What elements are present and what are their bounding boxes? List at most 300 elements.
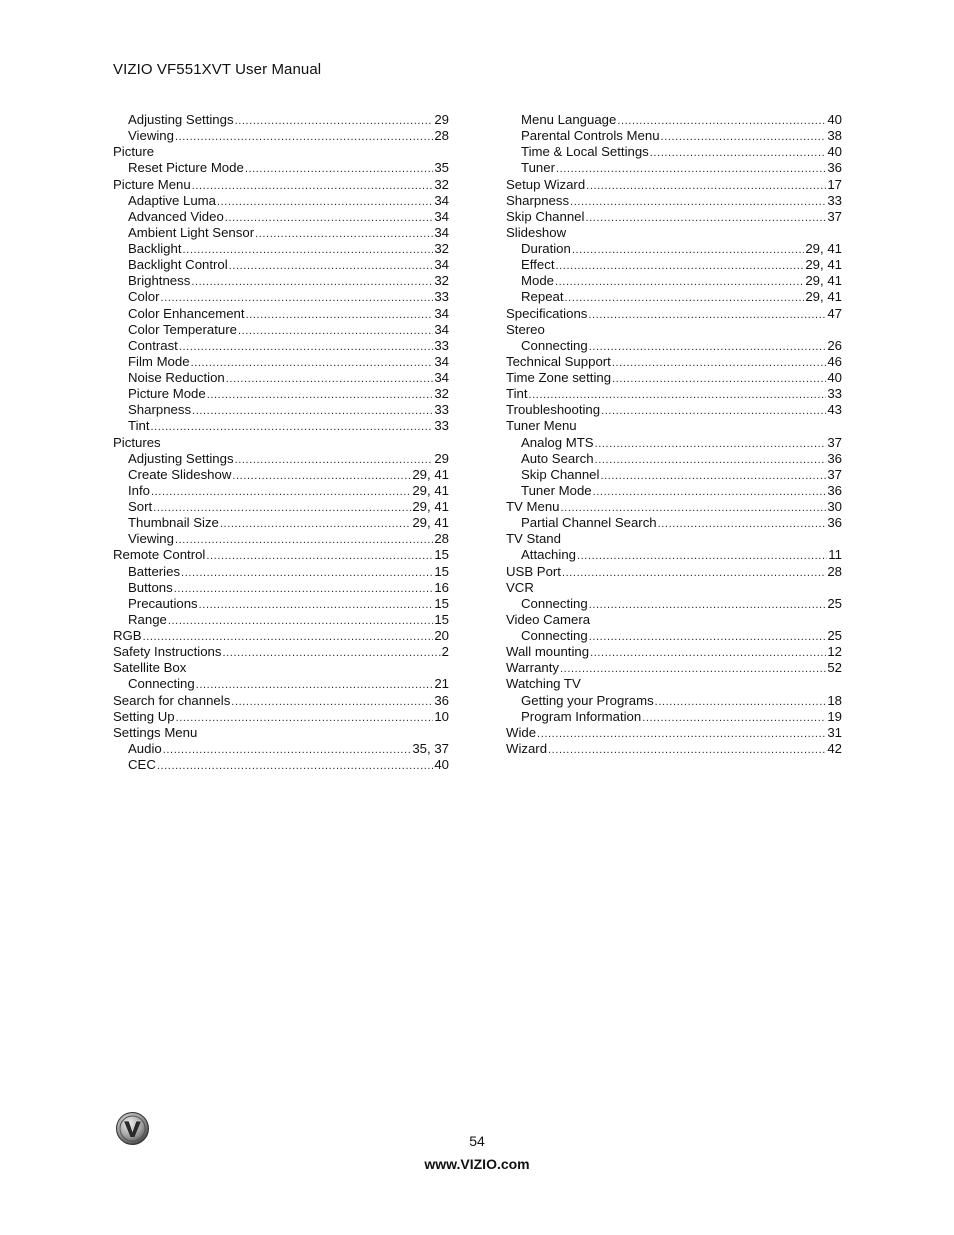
index-entry-label: Viewing xyxy=(128,128,174,144)
dot-leader xyxy=(220,516,411,532)
index-entry-page: 33 xyxy=(434,402,449,418)
dot-leader xyxy=(196,677,434,693)
index-entry-label: Buttons xyxy=(128,579,173,595)
page-number: 54 xyxy=(469,1133,485,1149)
index-entry xyxy=(113,725,449,741)
index-entry-page: 2 xyxy=(441,644,449,660)
index-entry-page: 17 xyxy=(827,176,842,192)
index-entry-label: Contrast xyxy=(128,337,178,353)
dot-leader xyxy=(181,565,433,581)
index-entry-label: Tuner xyxy=(521,160,555,176)
index-entry-page: 35, 37 xyxy=(412,740,449,756)
index-entry-label: Partial Channel Search xyxy=(521,515,657,531)
index-entry-label: Setup Wizard xyxy=(506,176,586,192)
index-entry-label: Parental Controls Menu xyxy=(521,128,660,144)
index-subentry xyxy=(113,386,449,402)
index-subentry xyxy=(113,128,449,144)
index-entry-label: Tint xyxy=(128,418,150,434)
index-subentry xyxy=(506,289,842,305)
dot-leader xyxy=(589,629,827,645)
index-entry-page: 42 xyxy=(827,740,842,756)
index-entry-page: 33 xyxy=(827,386,842,402)
dot-leader xyxy=(175,532,433,548)
index-subentry xyxy=(506,467,842,483)
index-entry-page: 20 xyxy=(434,628,449,643)
index-entry-label: Specifications xyxy=(506,305,588,321)
index-entry-page: 40 xyxy=(827,144,842,160)
dot-leader xyxy=(175,129,433,145)
dot-leader xyxy=(151,484,411,500)
index-entry-label: Video Camera xyxy=(506,611,591,627)
index-subentry xyxy=(113,370,449,386)
dot-leader xyxy=(207,387,434,403)
index-entry-label: Connecting xyxy=(521,628,588,643)
footer-url: www.VIZIO.com xyxy=(424,1156,530,1172)
index-entry-label: Safety Instructions xyxy=(113,644,222,660)
dot-leader xyxy=(562,565,826,581)
index-entry-label: Time Zone setting xyxy=(506,370,612,385)
index-entry-label: Wall mounting xyxy=(506,644,590,660)
index-entry-page: 25 xyxy=(827,595,842,611)
index-entry-page: 40 xyxy=(827,370,842,385)
index-entry-label: Menu Language xyxy=(521,112,617,127)
index-entry-label: Warranty xyxy=(506,660,560,676)
dot-leader xyxy=(601,403,826,419)
index-entry xyxy=(506,418,842,434)
index-entry-page: 11 xyxy=(828,547,842,563)
index-entry-page: 28 xyxy=(434,531,449,547)
index-entry-page: 34 xyxy=(434,370,449,385)
dot-leader xyxy=(192,178,434,194)
index-entry-label: Connecting xyxy=(521,595,588,611)
index-entry xyxy=(506,193,842,209)
index-entry-page: 29, 41 xyxy=(412,482,449,498)
index-entry-page: 34 xyxy=(434,353,449,369)
index-entry-label: Viewing xyxy=(128,531,174,547)
index-entry xyxy=(506,644,842,660)
index-entry-label: Search for channels xyxy=(113,692,231,708)
index-entry-page: 34 xyxy=(434,208,449,224)
dot-leader xyxy=(561,500,827,516)
index-entry-page: 18 xyxy=(827,692,842,708)
index-entry xyxy=(506,354,842,370)
index-entry-page: 29, 41 xyxy=(412,499,449,514)
index-subentry xyxy=(113,338,449,354)
index-entry-page: 12 xyxy=(827,644,842,660)
index-entry-page: 10 xyxy=(434,708,449,724)
index-subentry xyxy=(113,580,449,596)
dot-leader xyxy=(163,742,412,758)
index-entry xyxy=(506,660,842,676)
index-entry-label: Stereo xyxy=(506,321,545,337)
index-subentry xyxy=(113,354,449,370)
index-entry xyxy=(113,177,449,193)
dot-leader xyxy=(176,710,434,726)
index-entry-label: Wizard xyxy=(506,740,548,756)
index-entry-label: Mode xyxy=(521,273,554,289)
index-entry-label: Watching TV xyxy=(506,676,581,692)
index-entry-label: Skip Channel xyxy=(506,208,585,224)
index-entry-label: VCR xyxy=(506,579,534,595)
dot-leader xyxy=(588,307,826,323)
index-entry-label: Settings Menu xyxy=(113,724,198,740)
dot-leader xyxy=(206,548,433,564)
index-entry-label: Attaching xyxy=(521,547,576,563)
dot-leader xyxy=(191,355,434,371)
dot-leader xyxy=(174,581,434,597)
index-entry-label: Troubleshooting xyxy=(506,402,601,418)
index-entry-label: RGB xyxy=(113,628,142,643)
index-subentry xyxy=(113,741,449,757)
dot-leader xyxy=(191,274,433,290)
dot-leader xyxy=(255,226,433,242)
index-entry-page: 40 xyxy=(827,112,842,127)
index-entry xyxy=(113,693,449,709)
index-entry-page: 31 xyxy=(827,724,842,740)
index-entry-label: Ambient Light Sensor xyxy=(128,224,255,240)
index-entry-page: 36 xyxy=(827,482,842,498)
index-entry-page: 36 xyxy=(827,515,842,531)
index-entry xyxy=(506,386,842,402)
index-entry-page: 37 xyxy=(827,434,842,450)
index-entry xyxy=(113,144,449,160)
index-subentry xyxy=(506,515,842,531)
index-subentry xyxy=(113,515,449,531)
index-entry-label: Technical Support xyxy=(506,353,611,369)
index-entry-label: TV Menu xyxy=(506,499,560,514)
dot-leader xyxy=(231,694,433,710)
dot-leader xyxy=(217,194,433,210)
index-subentry xyxy=(113,402,449,418)
index-subentry xyxy=(506,257,842,273)
dot-leader xyxy=(245,161,434,177)
index-entry xyxy=(113,709,449,725)
index-entry-label: Connecting xyxy=(521,337,588,353)
index-subentry xyxy=(113,418,449,434)
index-entry-label: Brightness xyxy=(128,273,191,289)
index-subentry xyxy=(113,467,449,483)
index-entry-label: Adaptive Luma xyxy=(128,192,216,208)
index-subentry xyxy=(113,451,449,467)
index-column-right xyxy=(506,112,842,757)
dot-leader xyxy=(555,258,804,274)
index-entry-page: 47 xyxy=(827,305,842,321)
dot-leader xyxy=(548,742,826,758)
dot-leader xyxy=(589,339,827,355)
index-entry xyxy=(506,225,842,241)
index-entry-page: 29, 41 xyxy=(412,515,449,531)
index-subentry xyxy=(506,547,842,563)
index-entry-page: 33 xyxy=(434,337,449,353)
index-entry-label: Color xyxy=(128,289,160,305)
index-subentry xyxy=(506,241,842,257)
index-entry-label: Getting your Programs xyxy=(521,692,654,708)
index-subentry xyxy=(113,289,449,305)
dot-leader xyxy=(593,484,827,500)
index-subentry xyxy=(113,193,449,209)
index-entry-label: Program Information xyxy=(521,708,642,724)
index-entry-label: Connecting xyxy=(128,676,195,692)
index-subentry xyxy=(506,273,842,289)
index-subentry xyxy=(506,144,842,160)
index-entry xyxy=(506,564,842,580)
index-subentry xyxy=(113,241,449,257)
index-entry-page: 52 xyxy=(827,660,842,676)
index-subentry xyxy=(506,128,842,144)
index-entry-page: 29, 41 xyxy=(805,241,842,256)
index-subentry xyxy=(113,112,449,128)
index-entry-label: Setting Up xyxy=(113,708,175,724)
index-entry-page: 36 xyxy=(827,450,842,466)
document-header: VIZIO VF551XVT User Manual xyxy=(113,61,322,78)
index-entry-label: TV Stand xyxy=(506,531,561,547)
index-entry-label: Batteries xyxy=(128,563,181,579)
index-entry-page: 25 xyxy=(827,628,842,643)
index-subentry xyxy=(113,160,449,176)
index-entry xyxy=(506,725,842,741)
index-entry-page: 34 xyxy=(434,321,449,337)
index-entry-label: Slideshow xyxy=(506,224,567,240)
index-subentry xyxy=(506,435,842,451)
index-entry-page: 29, 41 xyxy=(805,289,842,305)
index-subentry xyxy=(113,757,449,773)
dot-leader xyxy=(235,113,434,129)
index-entry-page: 15 xyxy=(434,563,449,579)
index-entry-label: Backlight xyxy=(128,241,182,256)
index-entry-page: 32 xyxy=(434,176,449,192)
index-entry-page: 30 xyxy=(827,499,842,514)
index-subentry xyxy=(506,628,842,644)
index-entry-page: 38 xyxy=(827,128,842,144)
dot-leader xyxy=(586,178,826,194)
index-entry-label: Advanced Video xyxy=(128,208,224,224)
dot-leader xyxy=(225,210,434,226)
dot-leader xyxy=(560,661,826,677)
index-entry-page: 32 xyxy=(434,386,449,402)
dot-leader xyxy=(642,710,826,726)
index-subentry xyxy=(113,209,449,225)
index-entry-label: Effect xyxy=(521,257,555,273)
index-entry-page: 29, 41 xyxy=(805,257,842,273)
dot-leader xyxy=(246,307,434,323)
index-entry xyxy=(506,306,842,322)
index-entry xyxy=(506,741,842,757)
index-entry xyxy=(113,628,449,644)
dot-leader xyxy=(157,758,433,774)
index-entry-label: Backlight Control xyxy=(128,257,228,273)
dot-leader xyxy=(199,597,434,613)
index-entry-label: Picture xyxy=(113,144,155,160)
index-entry-page: 15 xyxy=(434,595,449,611)
index-entry-label: Color Enhancement xyxy=(128,305,245,321)
index-entry-page: 43 xyxy=(827,402,842,418)
dot-leader xyxy=(600,468,826,484)
index-entry-page: 33 xyxy=(434,289,449,305)
index-entry-label: Time & Local Settings xyxy=(521,144,649,160)
index-entry-label: Auto Search xyxy=(521,450,594,466)
index-subentry xyxy=(113,322,449,338)
index-entry-label: Info xyxy=(128,482,150,498)
index-entry-label: Picture Menu xyxy=(113,176,191,192)
dot-leader xyxy=(577,548,827,564)
dot-leader xyxy=(183,242,434,258)
index-entry xyxy=(113,547,449,563)
index-entry-label: Tuner Mode xyxy=(521,482,592,498)
index-entry-label: Sort xyxy=(128,499,153,514)
dot-leader xyxy=(235,452,434,468)
dot-leader xyxy=(612,371,826,387)
index-entry-page: 32 xyxy=(434,241,449,256)
index-entry-label: Repeat xyxy=(521,289,564,305)
index-entry xyxy=(506,580,842,596)
index-entry-label: Pictures xyxy=(113,434,161,450)
index-subentry xyxy=(113,564,449,580)
index-entry-label: Noise Reduction xyxy=(128,370,225,385)
index-subentry xyxy=(506,338,842,354)
index-entry-label: Precautions xyxy=(128,595,198,611)
index-entry-page: 37 xyxy=(827,208,842,224)
index-entry-page: 36 xyxy=(434,692,449,708)
index-entry-label: Color Temperature xyxy=(128,321,237,337)
index-entry-page: 15 xyxy=(434,547,449,563)
index-entry xyxy=(113,644,449,660)
index-entry-label: Sharpness xyxy=(506,192,570,208)
dot-leader xyxy=(556,161,826,177)
index-subentry xyxy=(113,531,449,547)
index-entry xyxy=(506,322,842,338)
index-entry-page: 34 xyxy=(434,192,449,208)
index-entry-page: 26 xyxy=(827,337,842,353)
index-entry-page: 35 xyxy=(434,160,449,176)
index-entry-label: Adjusting Settings xyxy=(128,450,234,466)
index-entry xyxy=(506,370,842,386)
dot-leader xyxy=(151,419,434,435)
index-entry-label: Adjusting Settings xyxy=(128,112,234,127)
index-subentry xyxy=(113,306,449,322)
index-entry-page: 19 xyxy=(827,708,842,724)
index-entry-page: 29 xyxy=(434,112,449,127)
index-subentry xyxy=(506,693,842,709)
index-subentry xyxy=(113,257,449,273)
index-subentry xyxy=(113,499,449,515)
index-subentry xyxy=(506,483,842,499)
index-entry-label: USB Port xyxy=(506,563,561,579)
index-subentry xyxy=(113,225,449,241)
index-entry-page: 40 xyxy=(434,757,449,772)
index-entry-label: Audio xyxy=(128,740,162,756)
dot-leader xyxy=(650,145,827,161)
dot-leader xyxy=(232,468,411,484)
index-entry-page: 32 xyxy=(434,273,449,289)
index-entry-label: CEC xyxy=(128,757,156,772)
dot-leader xyxy=(565,290,805,306)
index-entry-label: Remote Control xyxy=(113,547,206,563)
index-subentry xyxy=(506,451,842,467)
index-entry-page: 33 xyxy=(827,192,842,208)
dot-leader xyxy=(617,113,826,129)
index-entry-page: 37 xyxy=(827,466,842,482)
index-entry xyxy=(506,676,842,692)
index-subentry xyxy=(113,483,449,499)
index-subentry xyxy=(506,160,842,176)
index-entry xyxy=(506,531,842,547)
index-entry-page: 46 xyxy=(827,353,842,369)
dot-leader xyxy=(226,371,434,387)
index-entry-label: Create Slideshow xyxy=(128,466,232,482)
index-entry-label: Wide xyxy=(506,724,537,740)
dot-leader xyxy=(555,274,804,290)
dot-leader xyxy=(537,726,826,742)
dot-leader xyxy=(143,629,434,645)
dot-leader xyxy=(612,355,826,371)
index-entry-label: Duration xyxy=(521,241,571,256)
dot-leader xyxy=(590,645,826,661)
index-entry-label: Tint xyxy=(506,386,528,402)
dot-leader xyxy=(572,242,804,258)
index-entry xyxy=(113,435,449,451)
dot-leader xyxy=(168,613,433,629)
index-entry-page: 21 xyxy=(434,676,449,692)
index-entry-label: Thumbnail Size xyxy=(128,515,219,531)
dot-leader xyxy=(570,194,826,210)
dot-leader xyxy=(585,210,826,226)
index-subentry xyxy=(506,112,842,128)
dot-leader xyxy=(595,452,827,468)
index-subentry xyxy=(506,709,842,725)
index-entry-label: Skip Channel xyxy=(521,466,600,482)
index-entry-label: Film Mode xyxy=(128,353,190,369)
index-subentry xyxy=(506,596,842,612)
dot-leader xyxy=(658,516,827,532)
dot-leader xyxy=(529,387,827,403)
index-entry-label: Range xyxy=(128,611,167,627)
index-entry-label: Tuner Menu xyxy=(506,418,577,434)
index-entry-page: 34 xyxy=(434,305,449,321)
index-entry-page: 28 xyxy=(434,128,449,144)
index-entry xyxy=(113,660,449,676)
index-entry-label: Reset Picture Mode xyxy=(128,160,244,176)
index-entry-page: 29 xyxy=(434,450,449,466)
index-entry-page: 34 xyxy=(434,257,449,273)
index-entry-label: Satellite Box xyxy=(113,660,187,676)
index-entry-page: 34 xyxy=(434,224,449,240)
index-entry xyxy=(506,209,842,225)
index-entry-page: 29, 41 xyxy=(805,273,842,289)
index-entry xyxy=(506,499,842,515)
index-entry-page: 36 xyxy=(827,160,842,176)
index-column-left xyxy=(113,112,449,773)
index-entry-page: 16 xyxy=(434,579,449,595)
dot-leader xyxy=(179,339,433,355)
index-entry-label: Sharpness xyxy=(128,402,192,418)
index-entry-page: 28 xyxy=(827,563,842,579)
index-subentry xyxy=(113,596,449,612)
index-entry-page: 29, 41 xyxy=(412,466,449,482)
index-entry-label: Picture Mode xyxy=(128,386,206,402)
index-subentry xyxy=(113,612,449,628)
index-entry-page: 15 xyxy=(434,611,449,627)
dot-leader xyxy=(229,258,434,274)
dot-leader xyxy=(661,129,827,145)
index-entry-page: 33 xyxy=(434,418,449,434)
dot-leader xyxy=(589,597,827,613)
index-entry xyxy=(506,612,842,628)
index-entry xyxy=(506,177,842,193)
index-entry-label: Analog MTS xyxy=(521,434,594,450)
dot-leader xyxy=(238,323,433,339)
dot-leader xyxy=(595,436,827,452)
dot-leader xyxy=(153,500,411,516)
